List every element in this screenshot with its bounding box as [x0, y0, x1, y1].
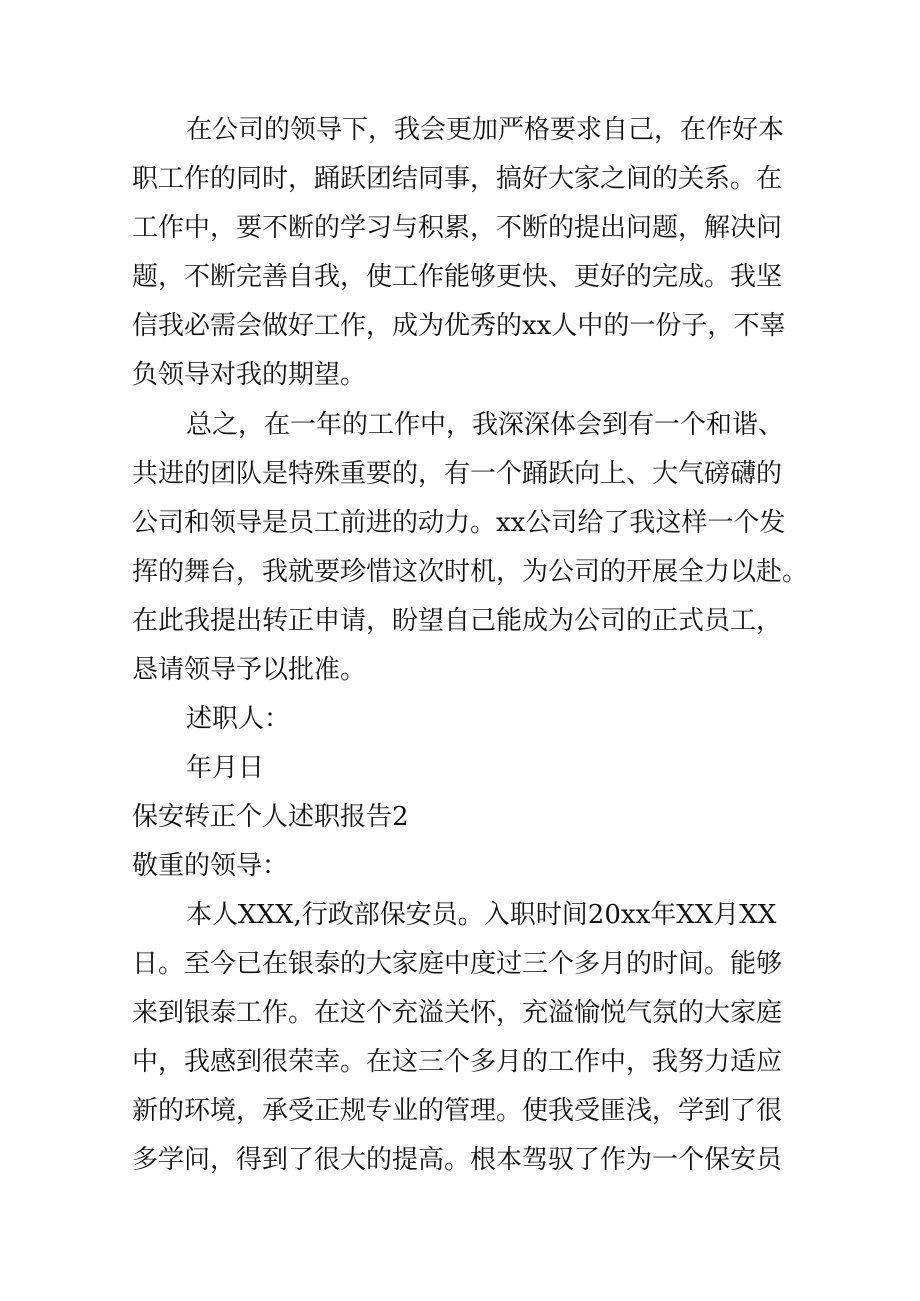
text-line: 新的环境，承受正规专业的管理。使我受匪浅，学到了很	[132, 1096, 783, 1126]
date-label: 年月日	[186, 753, 265, 783]
text-line: 在公司的领导下，我会更加严格要求自己，在作好本	[186, 115, 785, 145]
section-title: 保安转正个人述职报告2	[132, 802, 409, 832]
text-line: 信我必需会做好工作，成为优秀的xx人中的一份子，不辜	[132, 311, 786, 341]
text-line: 日。至今已在银泰的大家庭中度过三个多月的时间。能够	[132, 949, 783, 979]
signature-label: 述职人：	[186, 704, 291, 734]
text-line: 题，不断完善自我，使工作能够更快、更好的完成。我坚	[132, 262, 783, 292]
text-line: 工作中，要不断的学习与积累，不断的提出问题，解决问	[132, 213, 783, 243]
text-line: 中，我感到很荣幸。在这三个多月的工作中，我努力适应	[132, 1047, 783, 1077]
text-line: 在此我提出转正申请，盼望自己能成为公司的正式员工，	[132, 606, 783, 636]
text-line: 恳请领导予以批准。	[132, 655, 367, 685]
salutation: 敬重的领导：	[132, 851, 289, 881]
text-line: 公司和领导是员工前进的动力。xx公司给了我这样一个发	[132, 508, 786, 538]
text-line: 负领导对我的期望。	[132, 360, 367, 390]
text-line: 来到银泰工作。在这个充溢关怀，充溢愉悦气氛的大家庭	[132, 998, 783, 1028]
text-line: 职工作的同时，踊跃团结同事，搞好大家之间的关系。在	[132, 164, 783, 194]
text-line: 总之，在一年的工作中，我深深体会到有一个和谐、	[186, 410, 785, 440]
text-line: 多学问，得到了很大的提高。根本驾驭了作为一个保安员	[132, 1145, 783, 1175]
text-line: 挥的舞台，我就要珍惜这次时机，为公司的开展全力以赴。	[132, 557, 809, 587]
text-line: 共进的团队是特殊重要的，有一个踊跃向上、大气磅礴的	[132, 459, 783, 489]
text-line: 本人XXX,行政部保安员。入职时间20xx年XX月XX	[186, 900, 777, 930]
